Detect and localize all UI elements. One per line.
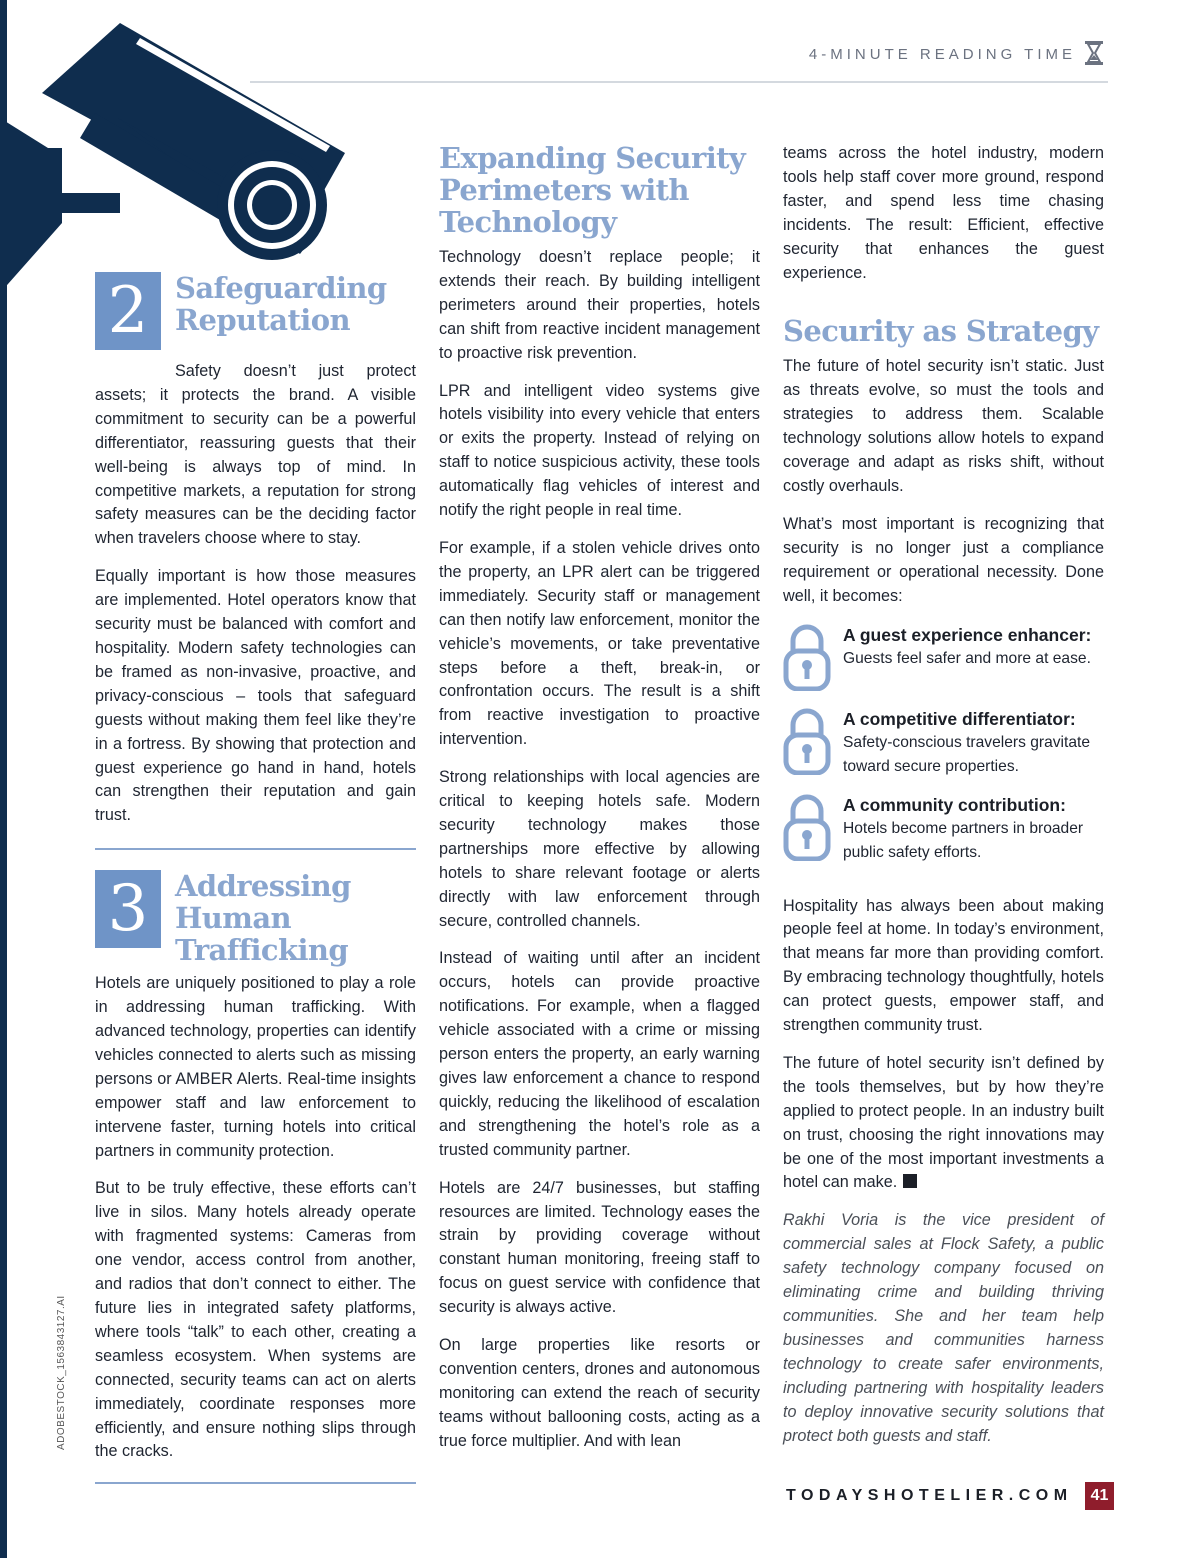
expanding-paragraph-2: LPR and intelligent video systems give hotels visibility into every vehicle that enters or exits the property. Instead of relying on staff to notice suspicious activity, these tools automatically flag vehicles of interest and notify the right people in real time. <box>439 381 760 520</box>
section-2-title <box>175 272 416 336</box>
continued-paragraph: teams across the hotel industry, modern tools help staff cover more ground, respond faster, and spend less time chasing incidents. The result: Efficient, effective security that enhances the guest experience. <box>783 144 1104 282</box>
section-2-paragraph-1: Safety doesn’t just protect assets; it protects the brand. A visible commitment to security can be a powerful differentiator, reassuring guests that their well-being is always top of mind. In competitive markets, a reputation for strong safety measures can be the deciding factor when travelers choose where to stay. <box>95 362 416 548</box>
section-3-title-line1: Addressing <box>175 869 351 904</box>
end-mark-icon <box>903 1174 917 1188</box>
lock-item-1-text <box>843 623 1104 671</box>
section-2-title-line2: Reputation <box>175 303 350 337</box>
expanding-paragraph-6: Hotels are 24/7 businesses, but staffing resources are limited. Technology eases the strain by providing coverage without constant human monitoring, freeing staff to focus on guest service with confidence that security is always active. <box>439 1178 760 1317</box>
lock-item-title: A guest experience enhancer: <box>843 624 1092 645</box>
image-credit: ADOBESTOCK_1563843127.AI <box>56 1295 67 1450</box>
section-number-3: 3 <box>95 870 161 948</box>
hourglass-icon <box>1084 40 1104 66</box>
expanding-paragraph-1: Technology doesn’t replace people; it extends their reach. By building intelligent perimeters around their properties, hotels can shift from reactive incident management to proactive risk prevention. <box>439 248 760 362</box>
section-3-title-line2: Human <box>175 901 292 936</box>
strategy-title: Security as Strategy <box>783 314 1099 349</box>
padlock-icon <box>783 705 831 775</box>
lock-item-title: A community contribution: <box>843 794 1066 815</box>
lock-item-desc: Hotels become partners in broader public safety efforts. <box>843 819 1084 861</box>
section-2-header <box>95 272 416 352</box>
section-3-paragraph-2: But to be truly effective, these efforts can’t live in silos. Many hotels already operate with fragmented systems: Cameras from one vendor, access control from another, and radios that don’t connect to either. The future lies in integrated safety platforms, where tools “talk” to each other, creating a seamless ecosystem. When systems are connected, security teams can act on alerts immediately, coordinate responses more efficiently, and ensure nothing slips through the cracks. <box>95 1179 416 1461</box>
reading-time-label: 4-MINUTE READING TIME <box>808 46 1076 63</box>
section-2-title-line1: Safeguarding <box>175 271 387 305</box>
section-divider <box>95 848 416 850</box>
closing-paragraph-1: Hospitality has always been about making people feel at home. In today’s environment, that means far more than providing comfort. By embracing technology thoughtfully, hotels can protect guests, empower staff, and strengthen community trust. <box>783 896 1104 1035</box>
lock-item-2 <box>783 707 1104 779</box>
section-3-paragraph-1: Hotels are uniquely positioned to play a role in addressing human trafficking. With advanced technology, properties can identify vehicles connected to alerts such as missing persons or AMBER Alerts. Real-time insights empower staff and law enforcement to intervene faster, turning hotels into critical partners in community protection. <box>95 974 416 1160</box>
expanding-paragraph-7: On large properties like resorts or convention centers, drones and autonomous monitoring can extend the reach of security teams without ballooning costs, acting as a true force multiplier. And with lean <box>439 1336 760 1450</box>
expanding-title-line2: Perimeters with <box>439 173 689 207</box>
expanding-paragraph-5: Instead of waiting until after an incident occurs, hotels can provide proactive notifications. For example, when a flagged vehicle associated with a crime or missing person enters the property, an early warning gives law enforcement a chance to respond quickly, reducing the likelihood of escalation and strengthening the hotel’s role as a trusted community partner. <box>439 949 760 1159</box>
column-3 <box>783 142 1104 1462</box>
site-url: TODAYSHOTELIER.COM <box>786 1487 1073 1504</box>
section-number-2: 2 <box>95 272 161 350</box>
lock-item-3-text <box>843 793 1104 865</box>
section-3-header <box>95 870 416 966</box>
padlock-icon <box>783 621 831 691</box>
column-1 <box>95 272 416 1484</box>
lock-item-3 <box>783 793 1104 865</box>
lock-item-1 <box>783 623 1104 693</box>
lock-item-desc: Safety-conscious travelers gravitate toward secure properties. <box>843 733 1091 775</box>
strategy-paragraph-2: What’s most important is recognizing that security is no longer just a compliance requirement or operational necessity. Done well, it becomes: <box>783 514 1104 605</box>
expanding-title <box>439 142 760 238</box>
page-number: 41 <box>1085 1482 1114 1510</box>
lock-item-desc: Guests feel safer and more at ease. <box>843 649 1091 667</box>
section-2-paragraph-2: Equally important is how those measures are implemented. Hotel operators know that security must be balanced with comfort and hospitality. Modern safety technologies can be framed as non-invasive, proactive, and privacy-conscious – tools that safeguard guests without making them feel like they’re in a fortress. By showing that protection and guest experience go hand in hand, hotels can strengthen their reputation and gain trust. <box>95 567 416 825</box>
expanding-paragraph-3: For example, if a stolen vehicle drives onto the property, an LPR alert can be triggered immediately. Security staff or management can then notify law enforcement, monitor the vehicle’s movements, or take preventative steps before a theft, break-in, or confrontation occurs. The result is a shift from reactive investigation to proactive intervention. <box>439 538 760 749</box>
section-3-title-line3: Trafficking <box>175 933 349 968</box>
closing-paragraph-2-text: The future of hotel security isn’t defined by the tools themselves, but by how they’re applied to protect people. In an industry built on trust, choosing the right innovations may be one of the most important investments a hotel can make. <box>783 1053 1104 1192</box>
padlock-icon <box>783 791 831 861</box>
lock-item-2-text <box>843 707 1104 779</box>
expanding-title-line1: Expanding Security <box>439 141 746 175</box>
expanding-title-line3: Technology <box>439 205 617 239</box>
section-3-title <box>175 870 416 966</box>
column-2 <box>439 142 760 1468</box>
header-divider <box>250 81 1108 83</box>
security-camera-icon <box>0 18 360 293</box>
lock-item-title: A competitive differentiator: <box>843 708 1076 729</box>
author-bio: Rakhi Voria is the vice president of commercial sales at Flock Safety, a public safety technology company focused on eliminating crime and building thriving communities. She and her team help businesses and communities harness technology to create safer environments, including partnering with hospitality leaders to deploy innovative security solutions that protect both guests and staff. <box>783 1211 1104 1445</box>
closing-paragraph-2 <box>783 1052 1104 1195</box>
strategy-paragraph-1: The future of hotel security isn’t static. Just as threats evolve, so must the tools and strategies to address them. Scalable technology solutions allow hotels to expand coverage and adapt as risks shift, without costly overhauls. <box>783 357 1104 495</box>
section-end-divider <box>95 1482 416 1484</box>
expanding-paragraph-4: Strong relationships with local agencies are critical to keeping hotels safe. Modern security technology makes those partnerships more effective by allowing hotels to share relevant footage or alerts directly with law enforcement through secure, controlled channels. <box>439 768 760 930</box>
